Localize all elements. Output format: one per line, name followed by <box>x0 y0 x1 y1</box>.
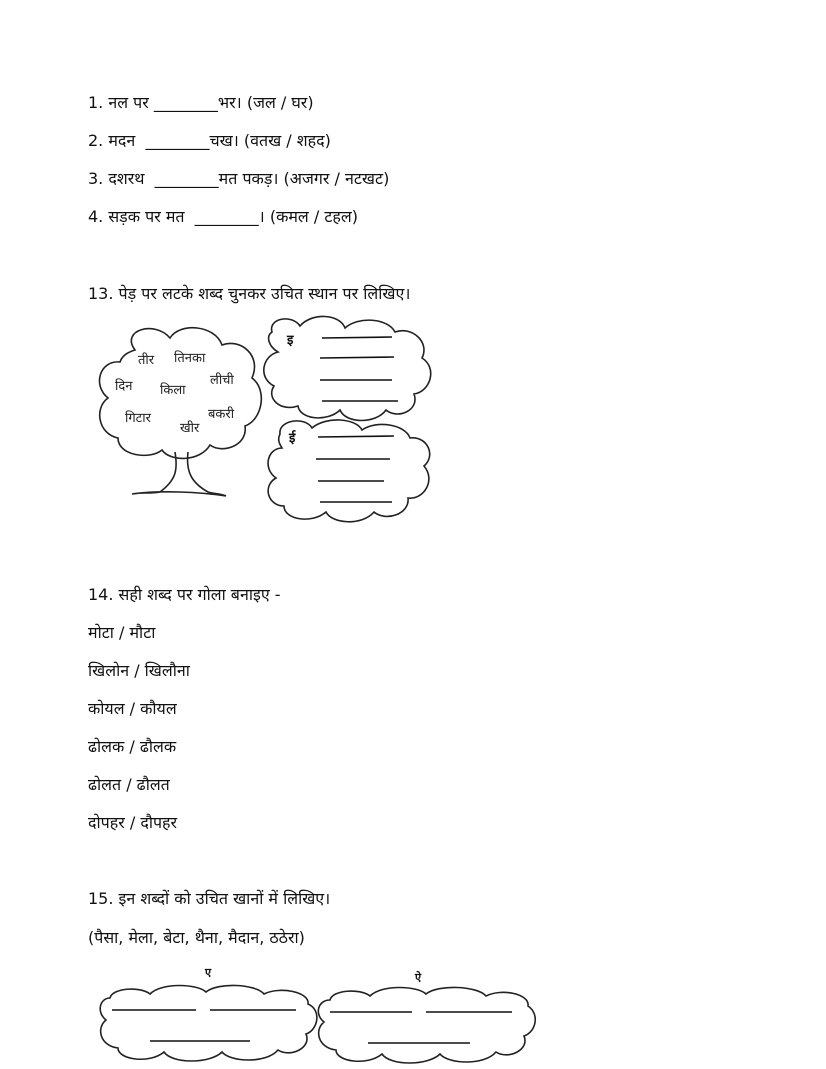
tree-word: गिटार <box>125 411 151 426</box>
q12-item-3: 3. दशरथ ________मत पकड़। (अजगर / नटखट) <box>88 169 390 188</box>
q12-item-2: 2. मदन ________चख। (वतख / शहद) <box>88 131 331 150</box>
q15-word-list: (पैसा, मेला, बेटा, थैना, मैदान, ठठेरा) <box>88 928 305 947</box>
tree-word: किला <box>160 383 186 398</box>
box-left-outline <box>100 985 317 1061</box>
cloud-letter-upper: इ <box>287 333 294 348</box>
tree-word: तिनका <box>174 351 206 366</box>
cloud-letter-lower: ई <box>289 431 296 446</box>
tree-word: तीर <box>138 353 155 368</box>
q13-heading: 13. पेड़ पर लटके शब्द चुनकर उचित स्थान पर लिखिए। <box>88 284 411 303</box>
q14-pair: ढोलत / ढौलत <box>88 775 170 794</box>
tree-word: खीर <box>180 421 200 436</box>
q14-pair: मोटा / मौटा <box>88 623 156 642</box>
q14-pair: कोयल / कौयल <box>88 699 177 718</box>
box-letter-left: ए <box>205 966 212 979</box>
tree-word: दिन <box>115 379 133 394</box>
q14-pair: दोपहर / दौपहर <box>88 813 178 832</box>
box-letter-right: ऐ <box>415 971 422 984</box>
q12-item-1: 1. नल पर ________भर। (जल / घर) <box>88 93 314 112</box>
tree-word: लीची <box>210 373 234 388</box>
q12-item-4: 4. सड़क पर मत ________। (कमल / टहल) <box>88 207 358 226</box>
tree-word: बकरी <box>208 407 235 422</box>
box-right-outline <box>318 987 535 1063</box>
q14-pair: ढोलक / ढौलक <box>88 737 177 756</box>
q14-pair: खिलोन / खिलौना <box>88 661 190 680</box>
q15-heading: 15. इन शब्दों को उचित खानों में लिखिए। <box>88 889 331 908</box>
q14-heading: 14. सही शब्द पर गोला बनाइए - <box>88 585 281 604</box>
